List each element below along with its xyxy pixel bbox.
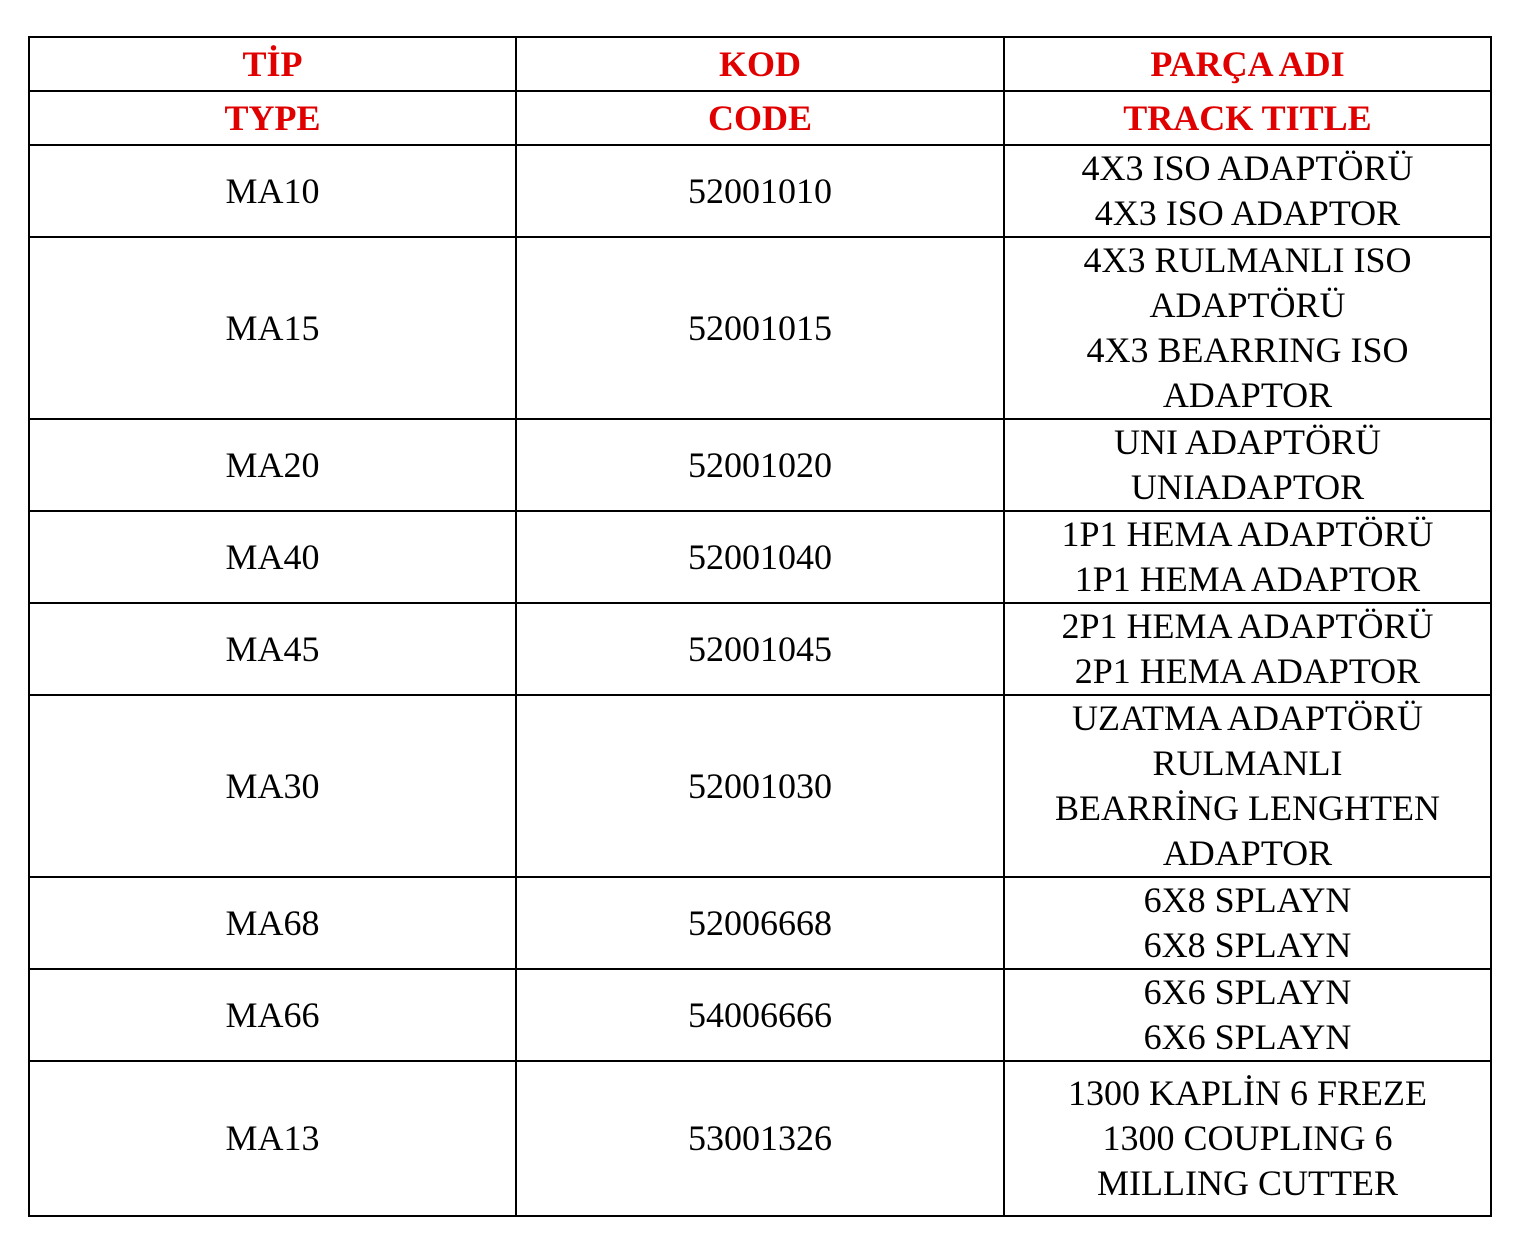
header-title-tr: PARÇA ADI bbox=[1004, 37, 1491, 91]
title-line: 1P1 HEMA ADAPTÖRÜ bbox=[1061, 514, 1434, 554]
title-line: 2P1 HEMA ADAPTOR bbox=[1074, 651, 1421, 691]
title-line: 1P1 HEMA ADAPTOR bbox=[1074, 559, 1421, 599]
title-line: 6X8 SPLAYN bbox=[1143, 925, 1352, 965]
cell-code: 52001015 bbox=[516, 237, 1004, 419]
title-line: 4X3 ISO ADAPTOR bbox=[1094, 193, 1401, 233]
title-line: 6X6 SPLAYN bbox=[1143, 1017, 1352, 1057]
header-row-turkish bbox=[29, 37, 1491, 91]
parts-table bbox=[28, 36, 1492, 1217]
table-row bbox=[29, 419, 1491, 511]
cell-type: MA68 bbox=[29, 877, 516, 969]
cell-title bbox=[1004, 419, 1491, 511]
title-line: RULMANLI bbox=[1152, 743, 1343, 783]
title-line: 1300 KAPLİN 6 FREZE bbox=[1068, 1073, 1427, 1113]
table-header bbox=[29, 37, 1491, 145]
cell-code: 53001326 bbox=[516, 1061, 1004, 1216]
cell-type: MA15 bbox=[29, 237, 516, 419]
cell-title bbox=[1004, 603, 1491, 695]
cell-title bbox=[1004, 1061, 1491, 1216]
cell-type: MA45 bbox=[29, 603, 516, 695]
title-line: UNI ADAPTÖRÜ bbox=[1113, 422, 1381, 462]
cell-title bbox=[1004, 969, 1491, 1061]
cell-code: 52001040 bbox=[516, 511, 1004, 603]
title-line: 1300 COUPLING 6 bbox=[1102, 1118, 1393, 1158]
table-body bbox=[29, 145, 1491, 1216]
cell-code: 52001030 bbox=[516, 695, 1004, 877]
cell-type: MA66 bbox=[29, 969, 516, 1061]
cell-title bbox=[1004, 237, 1491, 419]
header-type-en: TYPE bbox=[29, 91, 516, 145]
table-row bbox=[29, 237, 1491, 419]
cell-type: MA20 bbox=[29, 419, 516, 511]
title-line: 4X3 BEARRING ISO bbox=[1086, 330, 1409, 370]
cell-code: 52006668 bbox=[516, 877, 1004, 969]
cell-code: 54006666 bbox=[516, 969, 1004, 1061]
title-line: BEARRİNG LENGHTEN bbox=[1055, 788, 1440, 828]
header-code-tr: KOD bbox=[516, 37, 1004, 91]
title-line: ADAPTOR bbox=[1162, 375, 1333, 415]
header-code-en: CODE bbox=[516, 91, 1004, 145]
title-line: 2P1 HEMA ADAPTÖRÜ bbox=[1061, 606, 1434, 646]
cell-title bbox=[1004, 511, 1491, 603]
cell-type: MA30 bbox=[29, 695, 516, 877]
table-row bbox=[29, 1061, 1491, 1216]
title-line: ADAPTOR bbox=[1162, 833, 1333, 873]
cell-type: MA10 bbox=[29, 145, 516, 237]
table-row bbox=[29, 877, 1491, 969]
header-type-tr: TİP bbox=[29, 37, 516, 91]
table-row bbox=[29, 969, 1491, 1061]
title-line: 6X6 SPLAYN bbox=[1143, 972, 1352, 1012]
table-row bbox=[29, 145, 1491, 237]
cell-title bbox=[1004, 695, 1491, 877]
title-line: UNIADAPTOR bbox=[1130, 467, 1365, 507]
table-row bbox=[29, 511, 1491, 603]
table-row bbox=[29, 695, 1491, 877]
title-line: 4X3 ISO ADAPTÖRÜ bbox=[1081, 148, 1414, 188]
header-row-english bbox=[29, 91, 1491, 145]
title-line: 6X8 SPLAYN bbox=[1143, 880, 1352, 920]
cell-code: 52001020 bbox=[516, 419, 1004, 511]
cell-code: 52001045 bbox=[516, 603, 1004, 695]
cell-code: 52001010 bbox=[516, 145, 1004, 237]
table-row bbox=[29, 603, 1491, 695]
title-line: MILLING CUTTER bbox=[1097, 1163, 1398, 1203]
cell-type: MA13 bbox=[29, 1061, 516, 1216]
title-line: UZATMA ADAPTÖRÜ bbox=[1071, 698, 1424, 738]
title-line: 4X3 RULMANLI ISO bbox=[1083, 240, 1412, 280]
title-line: ADAPTÖRÜ bbox=[1149, 285, 1346, 325]
cell-title bbox=[1004, 145, 1491, 237]
cell-title bbox=[1004, 877, 1491, 969]
header-title-en: TRACK TITLE bbox=[1004, 91, 1491, 145]
cell-type: MA40 bbox=[29, 511, 516, 603]
